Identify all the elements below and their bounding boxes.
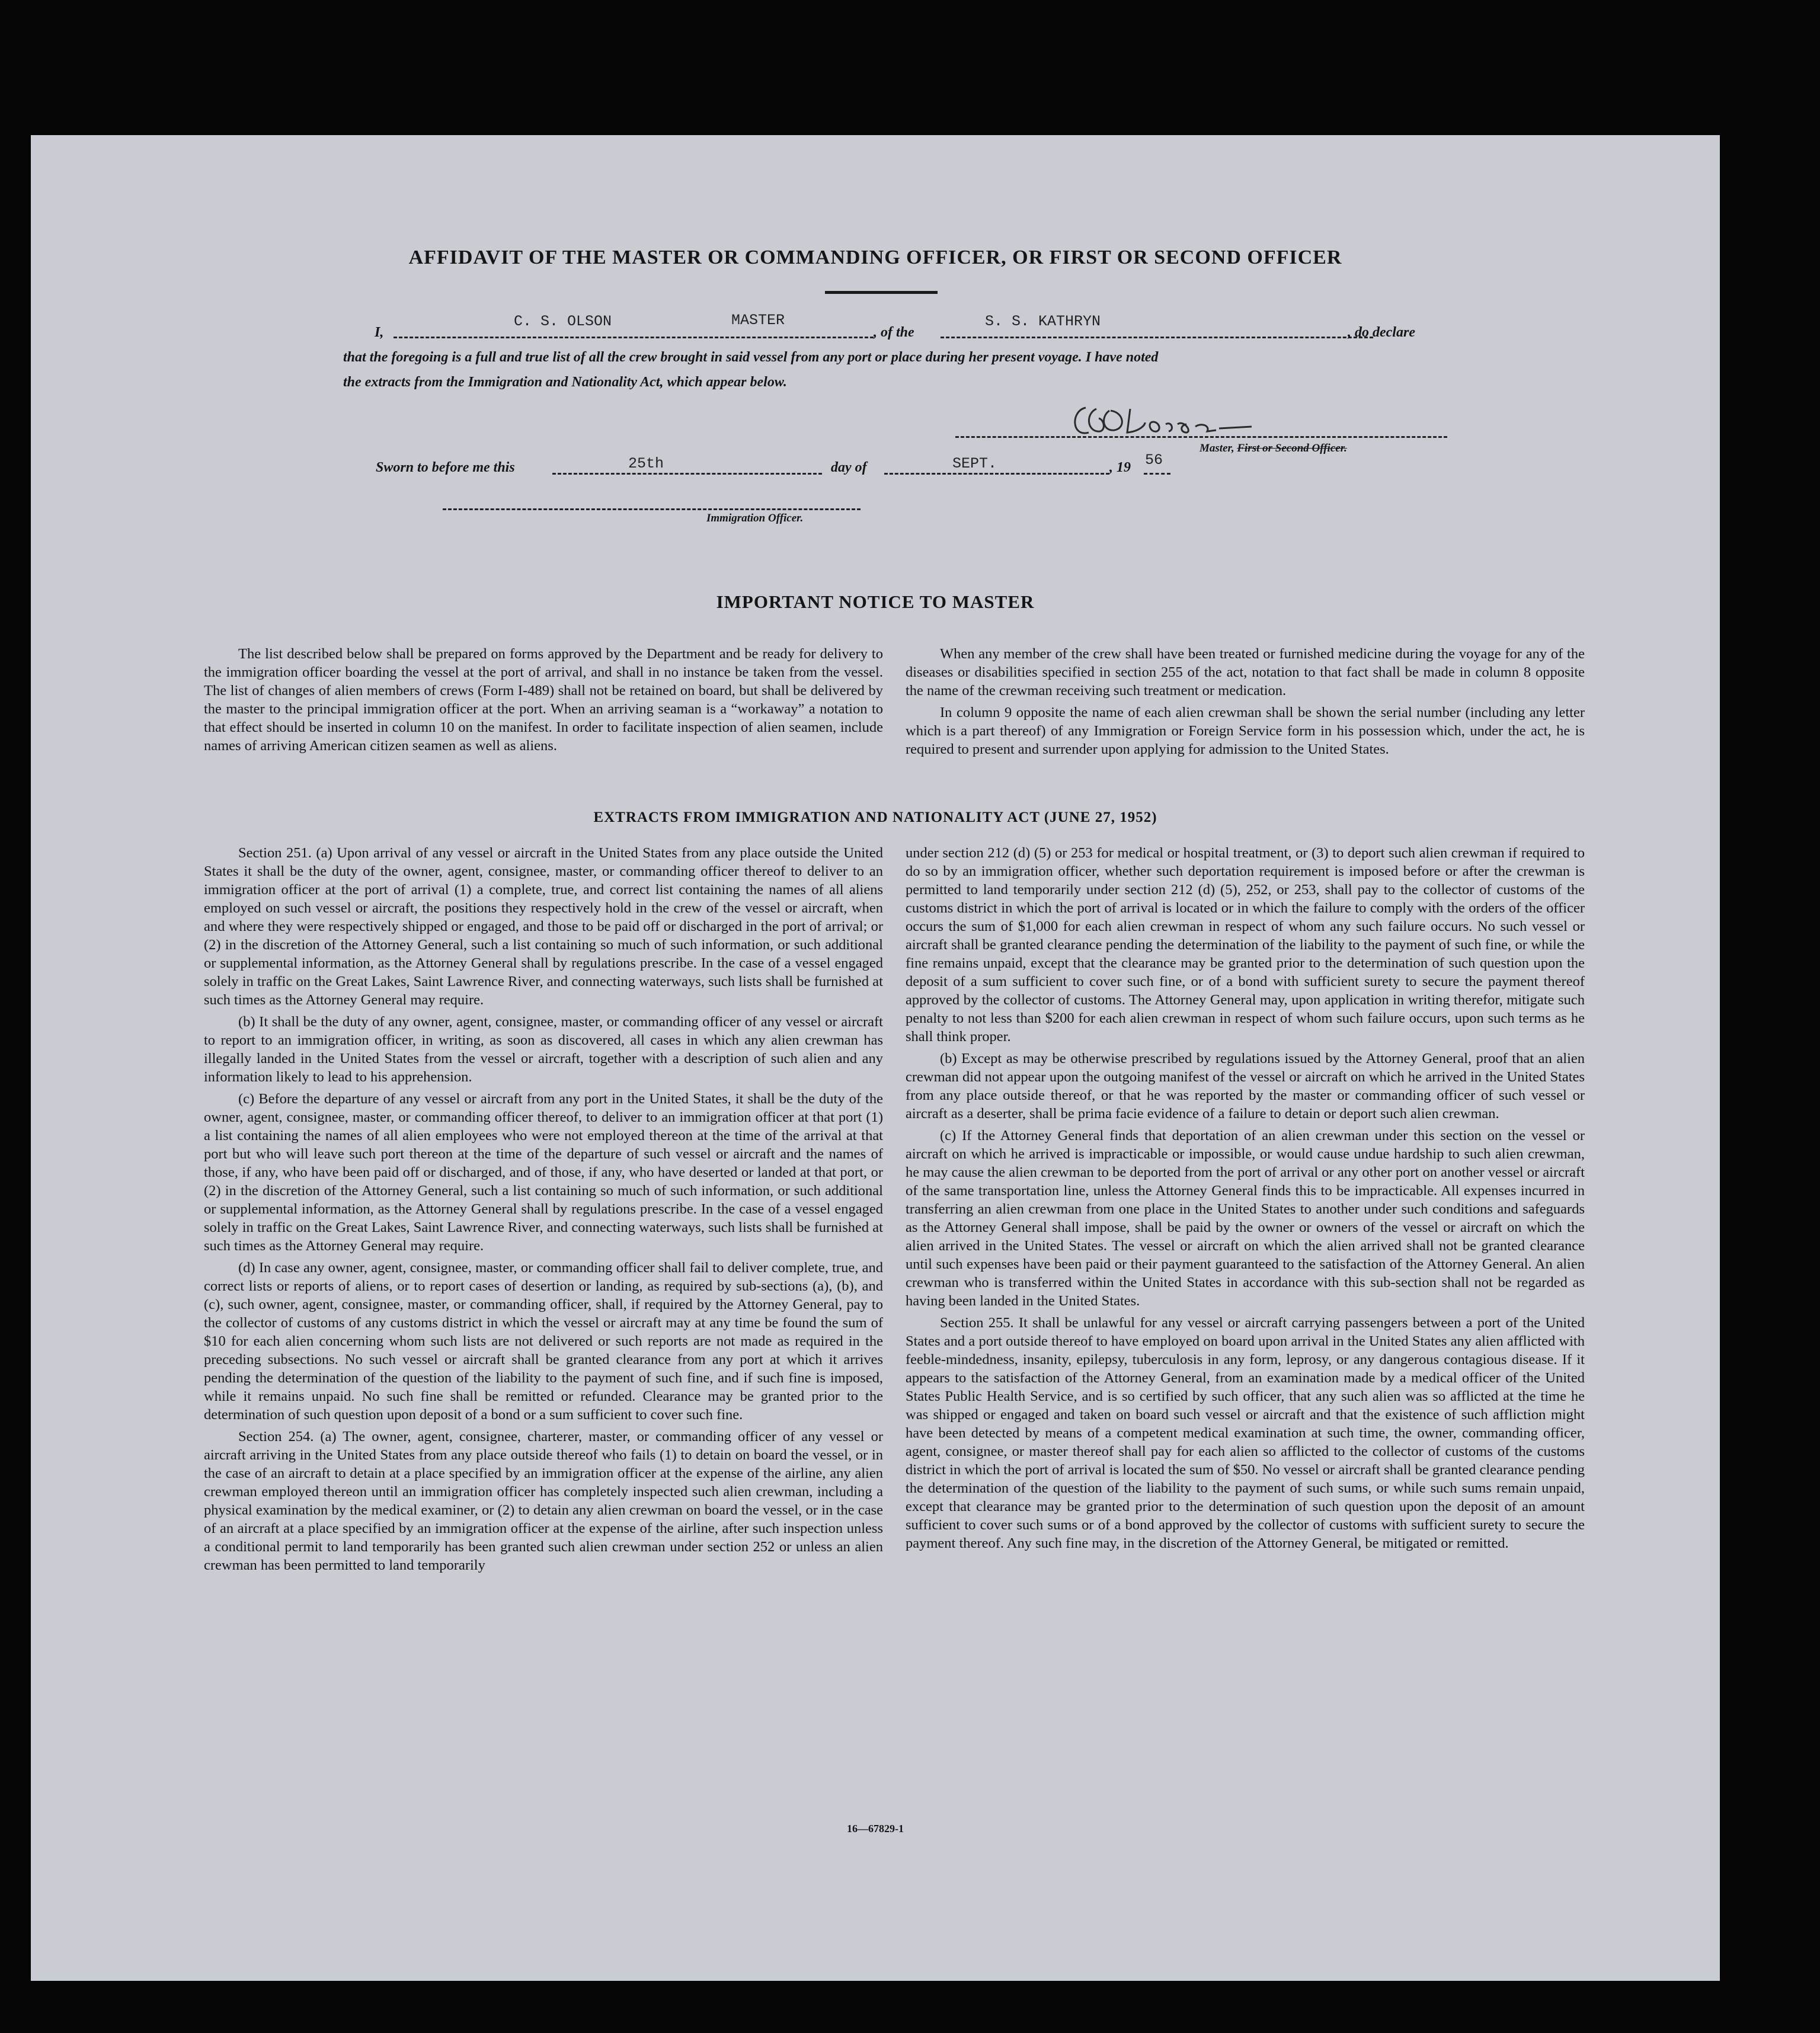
extracts-title: EXTRACTS FROM IMMIGRATION AND NATIONALITY ACT (JUNE 27, 1952) [593,809,1157,825]
of-the-label: , of the [874,325,914,340]
sworn-month: SEPT. [952,455,997,472]
struck-caption: First or Second Officer. [1237,442,1347,454]
master-rank: MASTER [731,312,785,329]
vessel-name: S. S. KATHRYN [985,313,1101,330]
sworn-day: 25th [628,455,664,472]
notice-right-column [906,645,1585,762]
extract-paragraph: (b) It shall be the duty of any owner, agent, consignee, master, or commanding officer of any vessel or aircraft to report to an immigration officer, in writing, as soon as discovered, all cases in which any alien crewman has illegally landed in the United States from the vessel or aircraft, together with a description of such alien and any information likely to lead to his apprehension. [204,1014,883,1085]
notice-paragraph: When any member of the crew shall have been treated or furnished medicine during the voyage for any of the diseases or disabilities specified in section 255 of the act, notation to that fact shall be made in column 8 opposite the name of the crewman receiving such treatment or medication. [906,646,1585,699]
month-line [884,473,1109,475]
extract-paragraph: Section 255. It shall be unlawful for any vessel or aircraft carrying passengers between a port of the United States and a port outside thereof to have employed on board upon arrival in the United States any alien afflicted with feeble-mindedness, insanity, epilepsy, tuberculosis in any form, leprosy, or any dangerous contagious disease. If it appears to the satisfaction of the Attorney General, from an examination made by a medical officer of the United States Public Health Service, and is so certified by such officer, that any such alien was so afflicted at the time he was shipped or engaged and taken on board such vessel or aircraft and that the existence of such affliction might have been detected by means of a competent medical examination at such time, the owner, commanding officer, agent, consignee, or master thereof shall pay for each alien so afflicted to the collector of customs of the customs district in which the port of arrival is located the sum of $50. No vessel or aircraft shall be granted clearance pending the determination of the question of the liability to the payment of such sums, or while such sums remain unpaid, except that clearance may be granted prior to the determination of such question upon the deposit of an amount sufficient to cover such sums or of a bond approved by the collector of customs with sufficient surety to secure the payment thereof. Any such fine may, in the discretion of the Attorney General, be mitigated or remitted. [906,1315,1585,1551]
year-line [1144,473,1170,475]
day-line [552,473,822,475]
signature-caption [1200,442,1347,455]
vessel-line [941,337,1373,338]
extracts-left-column [204,844,883,1578]
notice-paragraph: In column 9 opposite the name of each alien crewman shall be shown the serial number (including any letter which is a part thereof) of any Immigration or Foreign Service form in his possession which, under the act, he is required to present and surrender upon applying for admission to the United States. [906,705,1585,757]
document-page [31,135,1720,1981]
declare-label: , do declare [1348,325,1415,340]
extracts-right-column [906,844,1585,1556]
officer-caption: Immigration Officer. [706,512,804,524]
name-line [394,337,874,338]
notice-title: IMPORTANT NOTICE TO MASTER [716,591,1035,612]
signature-image [1068,396,1258,443]
sworn-label: Sworn to before me this [376,460,515,475]
notice-paragraph: The list described below shall be prepared on forms approved by the Department and be ready for delivery to the immigration officer boarding the vessel at the port of arrival, and shall in no instance be taken from the vessel. The list of changes of alien members of crews (Form I-489) shall not be retained on board, but shall be delivered by the master to the principal immigration officer at the port. When an arriving seaman is a “workaway” a notation to that effect should be inserted in column 10 on the manifest. In order to facilitate inspection of alien seamen, include names of arriving American citizen seamen as well as aliens. [204,646,883,754]
officer-line [443,508,861,510]
year-prefix: , 19 [1109,460,1131,475]
notice-left-column [204,645,883,758]
master-caption: Master, [1200,442,1234,454]
declaration-line-3: the extracts from the Immigration and Nationality Act, which appear below. [343,374,787,390]
title-underline [825,291,938,294]
affidavit-title: AFFIDAVIT OF THE MASTER OR COMMANDING OFFICER, OR FIRST OR SECOND OFFICER [408,246,1342,268]
sworn-year: 56 [1145,452,1163,469]
master-name: C. S. OLSON [514,313,612,330]
i-label: I, [375,325,384,340]
extract-paragraph: (b) Except as may be otherwise prescribed by regulations issued by the Attorney General, proof that an alien crewman did not appear upon the outgoing manifest of the vessel or aircraft on which he arrived in the United States from any place outside thereof, or that he was reported by the master or commanding officer of such vessel or aircraft as a deserter, shall be prima facie evidence of a failure to detain or deport such alien crewman. [906,1051,1585,1122]
extract-paragraph: (d) In case any owner, agent, consignee, master, or commanding officer shall fail to deliver complete, true, and correct lists or reports of aliens, or to report cases of desertion or landing, as required by sub-sections (a), (b), and (c), such owner, agent, consignee, master, or commanding officer, shall, if required by the Attorney General, pay to the collector of customs of any customs district in which the vessel or aircraft may at any time be found the sum of $10 for each alien concerning whom such lists are not delivered or such reports are not made as required in the preceding subsections. No such vessel or aircraft shall be granted clearance from any port at which it arrives pending the determination of the question of the liability to the payment of such fine, and if such fine is imposed, while it remains unpaid. No such fine shall be remitted or refunded. Clearance may be granted prior to the determination of such question upon deposit of a bond or a sum sufficient to cover such fine. [204,1260,883,1423]
day-of-label: day of [831,460,867,475]
extract-paragraph: (c) Before the departure of any vessel or aircraft from any port in the United States, it shall be the duty of the owner, agent, consignee, master, or commanding officer thereof, to deliver to an immigration officer at that port (1) a list containing the names of all alien employees who were not employed thereon at the time of the arrival at that port but who will leave such port thereon at the time of the departure of such vessel or aircraft and the names of those, if any, who have been paid off or discharged, and of those, if any, who have deserted or landed at that port, or (2) in the discretion of the Attorney General, such a list containing so much of such information, or such additional or supplemental information, as the Attorney General shall by regulations prescribe. In the case of a vessel engaged solely in traffic on the Great Lakes, Saint Lawrence River, and connecting waterways, such lists shall be furnished at such times as the Attorney General may require. [204,1091,883,1254]
extract-paragraph: (c) If the Attorney General finds that deportation of an alien crewman under this section on the vessel or aircraft on which he arrived is impracticable or impossible, or would cause undue hardship to such alien crewman, he may cause the alien crewman to be deported from the port of arrival or any other port on another vessel or aircraft of the same transportation line, unless the Attorney General finds this to be impracticable. All expenses incurred in transferring an alien crewman from one place in the United States to another under such conditions and safeguards as the Attorney General shall impose, shall be paid by the owner or owners of the vessel or aircraft on which the alien arrived in the United States. The vessel or aircraft on which the alien arrived shall not be granted clearance until such expenses have been paid or their payment guaranteed to the satisfaction of the Attorney General. An alien crewman who is transferred within the United States in accordance with this sub-section shall not be regarded as having been landed in the United States. [906,1128,1585,1309]
declaration-line-2: that the foregoing is a full and true list of all the crew brought in said vessel from any port or place during her present voyage. I have noted [343,350,1159,365]
extract-paragraph: Section 254. (a) The owner, agent, consignee, charterer, master, or commanding officer of any vessel or aircraft arriving in the United States from any place outside thereof who fails (1) to detain on board the vessel, or in the case of an aircraft to detain at a place specified by an immigration officer at the expense of the airline, any alien crewman employed thereon until an immigration officer has completely inspected such alien crewman, including a physical examination by the medical examiner, or (2) to detain any alien crewman on board the vessel, or in the case of an aircraft at a place specified by an immigration officer at the expense of the airline, after such inspection unless a conditional permit to land temporarily has been granted such alien crewman under section 252 or unless an alien crewman has been permitted to land temporarily [204,1429,883,1573]
extract-paragraph: Section 251. (a) Upon arrival of any vessel or aircraft in the United States from any place outside the United States it shall be the duty of the owner, agent, consignee, master, or commanding officer thereof to deliver to an immigration officer at the port of arrival (1) a complete, true, and correct list containing the names of all aliens employed on such vessel or aircraft, the positions they respectively hold in the crew of the vessel or aircraft, when and where they were respectively shipped or engaged, and those to be paid off or discharged in the port of arrival; or (2) in the discretion of the Attorney General, such a list containing so much of such information, or such additional or supplemental information, as the Attorney General shall by regulations prescribe. In the case of a vessel engaged solely in traffic on the Great Lakes, Saint Lawrence River, and connecting waterways, such lists shall be furnished at such times as the Attorney General may require. [204,845,883,1008]
extract-paragraph: under section 212 (d) (5) or 253 for medical or hospital treatment, or (3) to deport such alien crewman if required to do so by an immigration officer, whether such deportation requirement is imposed before or after the crewman is permitted to land temporarily under section 212 (d) (5), 252, or 253, shall pay to the collector of customs of the customs district in which the port of arrival is located or in which the failure to comply with the orders of the officer occurs the sum of $1,000 for each alien crewman in respect of whom any such failure occurs. No such vessel or aircraft shall be granted clearance pending the determination of the liability to the payment of such fine, or while the fine remains unpaid, except that the clearance may be granted prior to the determination of such question upon the deposit of a sum sufficient to cover such fine, or of a bond with sufficient surety to secure the payment thereof approved by the collector of customs. The Attorney General may, upon application in writing therefor, mitigate such penalty to not less than $200 for each alien crewman in respect of whom such failure occurs, upon such terms as he shall think proper. [906,845,1585,1045]
form-number: 16—67829-1 [847,1823,904,1834]
